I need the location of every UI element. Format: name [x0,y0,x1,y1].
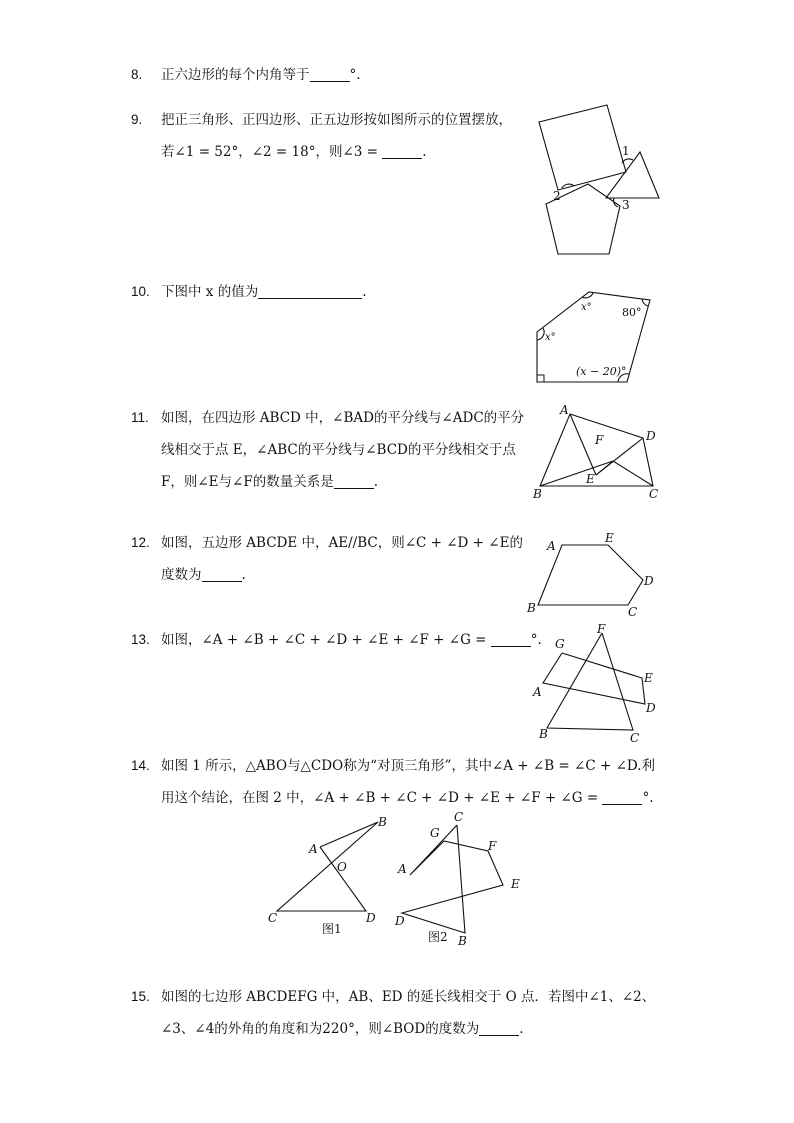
point-label: D [646,701,656,715]
question-text: 若∠1 = 52°，∠2 = 18°，则∠3 = [161,144,383,160]
figure-q9 [530,100,670,260]
square-shape [539,105,626,190]
angle-label: 2 [553,189,561,203]
angle-label: 3 [622,198,630,212]
point-label: C [454,810,464,824]
question-text: 如图，五边形 ABCDE 中，AE//BC，则∠C + ∠D + ∠E的 [161,535,523,551]
point-label: O [337,860,347,874]
question-text: . [422,144,427,160]
bisector-line [570,414,596,475]
point-label: A [547,539,556,553]
question-text: 如图，在四边形 ABCD 中，∠BAD的平分线与∠ADC的平分 [161,410,525,426]
point-label: G [430,826,440,840]
point-label: E [644,671,653,685]
bisector-line [540,461,613,486]
point-label: A [560,403,569,417]
question-text: 如图 1 所示，△ABO与△CDO称为“对顶三角形”，其中∠A + ∠B = ∠C + ∠D.利 [161,758,656,774]
point-label: E [586,472,595,486]
question-number: 13. [131,632,150,647]
question-text: . [519,1021,524,1037]
figure-q12 [525,530,665,620]
figure-q14-1 [262,812,392,942]
question-text: . [241,567,246,583]
answer-blank[interactable] [258,284,362,299]
question-text: 下图中 x 的值为 [161,284,259,300]
point-label: E [605,531,614,545]
point-label: G [555,637,565,651]
question-text: 如图，∠A + ∠B + ∠C + ∠D + ∠E + ∠F + ∠G = [161,632,491,648]
question-text: 如图的七边形 ABCDEFG 中，AB、ED 的延长线相交于 O 点．若图中∠1、∠2、 [161,989,656,1005]
question-text: °. [530,632,542,648]
angle-label: 1 [622,144,630,158]
angle-label: x° [581,302,592,313]
point-label: B [533,487,542,501]
question-text: . [373,474,379,490]
star-line [543,653,645,704]
point-label: F [595,433,604,447]
point-label: D [646,429,656,443]
point-label: B [539,727,548,741]
figure-q10 [530,288,665,388]
question-text: °. [642,790,654,806]
question-number: 14. [131,758,150,773]
point-label: C [630,731,640,745]
question-number: 15. [131,989,150,1004]
question-text: 度数为 [161,567,202,583]
pentagon-shape [538,545,643,605]
angle-label: x° [545,332,556,343]
question-number: 9. [131,112,143,127]
question-text: 线相交于点 E，∠ABC的平分线与∠BCD的平分线相交于点 [161,442,516,458]
point-label: F [597,622,606,636]
bisector-line [613,461,653,486]
point-label: B [378,815,387,829]
angle-label: 80° [622,306,642,319]
question-text: 正六边形的每个内角等于 [161,67,310,83]
answer-blank[interactable] [602,790,642,805]
angle-label: (x − 20)° [576,365,627,378]
point-label: B [527,601,536,615]
answer-blank[interactable] [334,474,374,489]
question-text: 把正三角形、正四边形、正五边形按如图所示的位置摆放， [161,112,512,128]
bisector-line [596,461,613,475]
point-label: C [628,605,638,619]
figure-q14-2 [395,805,530,950]
question-text: . [362,284,367,300]
figure-caption: 图2 [428,930,448,944]
point-label: D [644,574,654,588]
point-label: D [395,914,405,928]
figure-caption: 图1 [322,922,342,936]
answer-blank[interactable] [479,1021,519,1036]
point-label: C [268,911,278,925]
point-label: A [398,862,407,876]
question-text: ∠3、∠4的外角的角度和为220°，则∠BOD的度数为 [161,1021,480,1037]
right-angle-mark [537,375,544,382]
question-number: 12. [131,535,150,550]
question-number: 8. [131,67,143,82]
question-text: F，则∠E与∠F的数量关系是 [161,474,334,490]
figure-q13 [525,620,665,750]
answer-blank[interactable] [310,67,350,82]
question-number: 10. [131,284,150,299]
figure-q11 [530,400,670,505]
answer-blank[interactable] [202,567,242,582]
point-label: F [488,839,497,853]
point-label: A [309,842,318,856]
point-label: D [366,911,376,925]
point-label: B [458,934,467,948]
point-label: C [649,487,659,501]
point-label: A [533,685,542,699]
question-text: 用这个结论，在图 2 中，∠A + ∠B + ∠C + ∠D + ∠E + ∠F + ∠G = [161,790,603,806]
question-text: °. [349,67,361,83]
answer-blank[interactable] [382,144,422,159]
question-number: 11. [131,410,149,425]
triangle-line [277,822,378,911]
point-label: E [511,877,520,891]
